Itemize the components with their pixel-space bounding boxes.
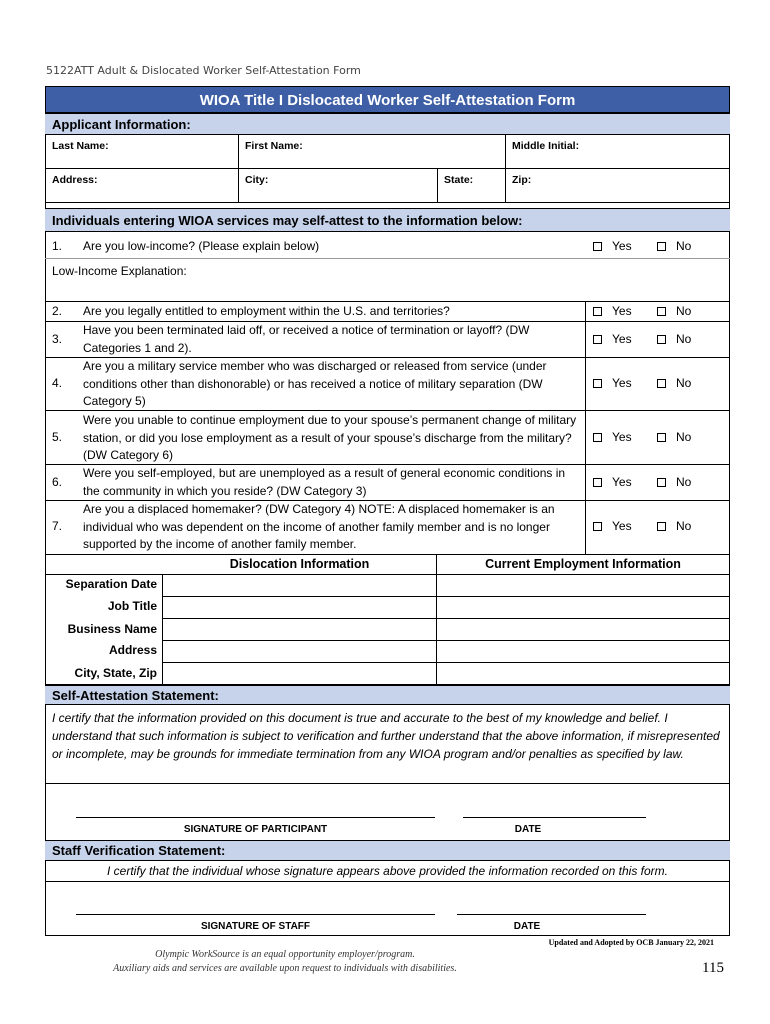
no-option[interactable]: No xyxy=(657,332,691,346)
no-option[interactable]: No xyxy=(657,376,691,390)
question-text: Have you been terminated laid off, or received a notice of termination or layoff? (DW Categories 1 and 2). xyxy=(83,323,530,355)
question-text: Were you unable to continue employment due to your spouse’s permanent change of military station, or did you lose employment as a result of your spouse’s discharge from the military? (DW Category 6) xyxy=(83,413,577,462)
question-number: 6. xyxy=(52,475,63,489)
updated-note: Updated and Adopted by OCB January 22, 2021 xyxy=(548,938,714,947)
zip-field[interactable]: Zip: xyxy=(512,174,532,186)
address-field[interactable]: Address: xyxy=(52,174,98,186)
no-option[interactable]: No xyxy=(657,519,691,533)
last-name-field[interactable]: Last Name: xyxy=(52,140,109,152)
yes-option[interactable]: Yes xyxy=(593,239,632,253)
question-text: Are you a displaced homemaker? (DW Category 4) NOTE: A displaced homemaker is an individual who was dependent on the income of another family member and is no longer supported by the income of another family member. xyxy=(83,502,555,551)
first-name-field[interactable]: First Name: xyxy=(245,140,303,152)
yes-option[interactable]: Yes xyxy=(593,376,632,390)
participant-signature-label[interactable]: SIGNATURE OF PARTICIPANT xyxy=(183,824,328,835)
dislocation-header: Dislocation Information xyxy=(229,557,370,571)
footer-line-1: Olympic WorkSource is an equal opportunity employer/program. xyxy=(155,949,415,960)
question-text: Were you self-employed, but are unemployed as a result of general economic conditions in the community in which you reside? (DW Category 3) xyxy=(83,466,566,498)
no-option[interactable]: No xyxy=(657,475,691,489)
yes-option[interactable]: Yes xyxy=(593,475,632,489)
question-number: 7. xyxy=(52,519,63,533)
participant-date-label[interactable]: DATE xyxy=(514,824,542,835)
yes-option[interactable]: Yes xyxy=(593,430,632,444)
question-number: 5. xyxy=(52,430,63,444)
question-text: Are you low-income? (Please explain below) xyxy=(83,239,320,253)
form-title: WIOA Title I Dislocated Worker Self-Attestation Form xyxy=(45,86,730,113)
question-number: 3. xyxy=(52,332,63,346)
current-employment-header: Current Employment Information xyxy=(485,557,681,571)
staff-heading: Staff Verification Statement: xyxy=(45,840,730,861)
business-name-label: Business Name xyxy=(67,622,157,636)
no-option[interactable]: No xyxy=(657,304,691,318)
yes-option[interactable]: Yes xyxy=(593,304,632,318)
self-attest-heading: Self-Attestation Statement: xyxy=(45,685,730,705)
question-number: 1. xyxy=(52,239,63,253)
low-income-label: Low-Income Explanation: xyxy=(52,264,187,278)
self-attest-text: I certify that the information provided on this document is true and accurate to the best of my knowledge and belief. I understand that such information is subject to verification and further understand that the above information, if misrepresented or incomplete, may be grounds for immediate termination from any WIOA program and/or penalties as specified by law. xyxy=(52,711,720,761)
address-label: Address xyxy=(108,643,157,657)
separation-date-label: Separation Date xyxy=(65,577,157,591)
city-field[interactable]: City: xyxy=(245,174,269,186)
job-title-label: Job Title xyxy=(107,599,157,613)
form-header: 5122ATT Adult & Dislocated Worker Self-Attestation Form xyxy=(46,64,361,77)
city-state-zip-label: City, State, Zip xyxy=(74,666,157,680)
no-option[interactable]: No xyxy=(657,430,691,444)
no-option[interactable]: No xyxy=(657,239,691,253)
question-number: 4. xyxy=(52,376,63,390)
middle-initial-field[interactable]: Middle Initial: xyxy=(512,140,580,152)
yes-option[interactable]: Yes xyxy=(593,332,632,346)
attest-heading: Individuals entering WIOA services may self-attest to the information below: xyxy=(45,208,730,232)
question-text: Are you legally entitled to employment within the U.S. and territories? xyxy=(83,304,450,318)
state-field[interactable]: State: xyxy=(444,174,474,186)
page-number: 115 xyxy=(702,960,724,976)
staff-date-label[interactable]: DATE xyxy=(513,921,541,932)
applicant-heading: Applicant Information: xyxy=(45,113,730,135)
yes-option[interactable]: Yes xyxy=(593,519,632,533)
staff-text: I certify that the individual whose signature appears above provided the information recorded on this form. xyxy=(107,864,668,878)
question-number: 2. xyxy=(52,304,63,318)
footer-line-2: Auxiliary aids and services are available upon request to individuals with disabilities. xyxy=(113,963,457,974)
question-text: Are you a military service member who was discharged or released from service (under conditions other than dishonorable) or has received a notice of military separation (DW Category 5) xyxy=(83,359,547,408)
staff-signature-label[interactable]: SIGNATURE OF STAFF xyxy=(200,921,311,932)
